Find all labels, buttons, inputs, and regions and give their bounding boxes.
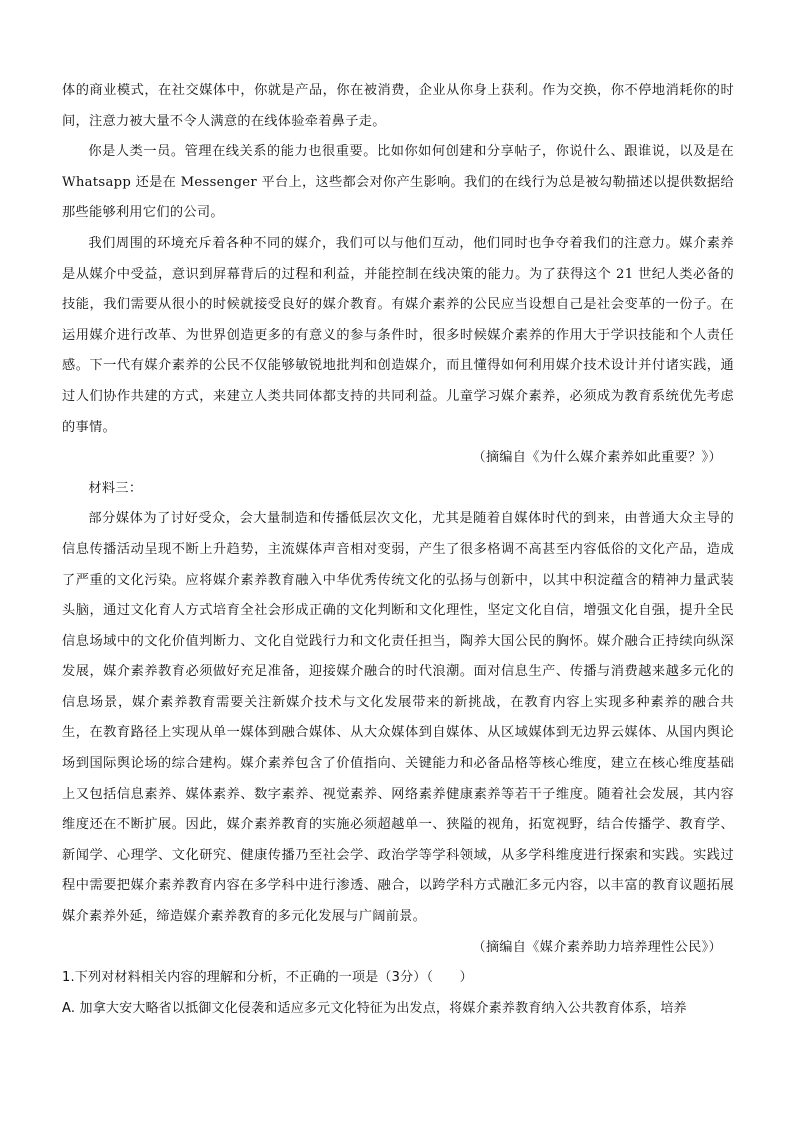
- material3-heading: 材料三：: [88, 480, 143, 496]
- material3-paragraph: 部分媒体为了讨好受众，会大量制造和传播低层次文化，尤其是随着自媒体时代的到来，由普通大众主导的信息传播活动呈现不断上升趋势，主流媒体声音相对变弱，产生了很多格调不高甚至内容低俗的文化产品，造成了严重的文化污染。应将媒介素养教育融入中华优秀传统文化的弘扬与创新中，以其中积淀蕴含的精神力量武装头脑，通过文化育人方式培育全社会形成正确的文化判断和文化理性，坚定文化自信，增强文化自强，提升全民信息场域中的文化价值判断力、文化自觉践行力和文化责任担当，陶养大国公民的胸怀。媒介融合正持续向纵深发展，媒介素养教育必须做好充足准备，迎接媒介融合的时代浪潮。面对信息生产、传播与消费越来越多元化的信息场景，媒介素养教育需要关注新媒介技术与文化发展带来的新挑战，在教育内容上实现多种素养的融合共生，在教育路径上实现从单一媒体到融合媒体、从大众媒体到自媒体、从区域媒体到无边界云媒体、从国内舆论场到国际舆论场的综合建构。媒介素养包含了价值指向、关键能力和必备品格等核心维度，建立在核心维度基础上又包括信息素养、媒体素养、数字素养、视觉素养、网络素养健康素养等若干子维度。随着社会发展，其内容维度还在不断扩展。因此，媒介素养教育的实施必须超越单一、狭隘的视角，拓宽视野，结合传播学、教育学、新闻学、心理学、文化研究、健康传播乃至社会学、政治学等学科领域，从多学科维度进行探索和实践。实践过程中需要把媒介素养教育内容在多学科中进行渗透、融合，以跨学科方式融汇多元内容，以丰富的教育议题拓展媒介素养外延，缔造媒介素养教育的多元化发展与广阔前景。: [62, 511, 734, 925]
- question-1-option-a: A. 加拿大安大略省以抵御文化侵袭和适应多元文化特征为出发点，将媒介素养教育纳入公共教育体系，培养: [62, 1000, 687, 1016]
- material2-source: （摘编自《为什么媒介素养如此重要？》）: [472, 450, 722, 466]
- material2-paragraph-continued: 体的商业模式，在社交媒体中，你就是产品，你在被消费，企业从你身上获利。作为交换，你不停地消耗你的时间，注意力被大量不令人满意的在线体验牵着鼻子走。: [62, 83, 734, 129]
- material3-source: （摘编自《媒介素养助力培养理性公民》）: [472, 939, 722, 955]
- material2-paragraph-2: 你是人类一员。管理在线关系的能力也很重要。比如你如何创建和分享帖子，你说什么、跟谁说，以及是在 Whatsapp 还是在 Messenger 平台上，这些都会对你产生影响。我们的在线行为总是被勾勒描述以提供数据给那些能够利用它们的公司。: [62, 144, 734, 221]
- question-1-stem: 1.下列对材料相关内容的理解和分析，不正确的一项是（3分）（ ）: [62, 970, 473, 986]
- material2-paragraph-3: 我们周围的环境充斥着各种不同的媒介，我们可以与他们互动，他们同时也争夺着我们的注意力。媒介素养是从媒介中受益，意识到屏幕背后的过程和利益，并能控制在线决策的能力。为了获得这个 21 世纪人类必备的技能，我们需要从很小的时候就接受良好的媒介教育。有媒介素养的公民应当设想自己是社会变革的一份子。在运用媒介进行改革、为世界创造更多的有意义的参与条件时，很多时候媒介素养的作用大于学识技能和个人责任感。下一代有媒介素养的公民不仅能够敏锐地批判和创造媒介，而且懂得如何利用媒介技术设计并付诸实践，通过人们协作共建的方式，来建立人类共同体都支持的共同利益。儿童学习媒介素养，必须成为教育系统优先考虑的事情。: [62, 235, 734, 435]
